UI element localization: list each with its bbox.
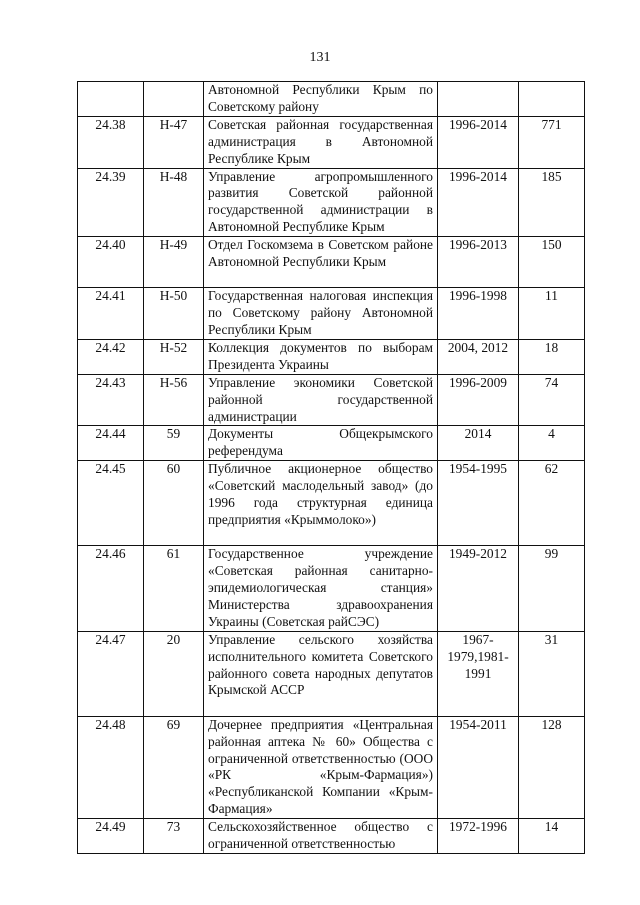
table-row (78, 461, 585, 546)
cell-count: 150 (519, 237, 585, 288)
table-row (78, 237, 585, 288)
cell-count: 18 (519, 339, 585, 374)
cell-years: 2014 (438, 426, 519, 461)
table-row (78, 288, 585, 340)
cell-years: 1949-2012 (438, 546, 519, 632)
cell-number: 24.43 (78, 374, 144, 426)
cell-count: 128 (519, 716, 585, 818)
cell-fund-name: Документы Общекрымского референдума (204, 426, 438, 461)
cell-count: 4 (519, 426, 585, 461)
cell-fund-code: Н-48 (144, 168, 204, 237)
cell-fund-name: Автономной Республики Крым по Советскому району (204, 82, 438, 117)
cell-fund-name: Управление агропромышленного развития Советской районной государственной администрации в Автономной Республике Крым (204, 168, 438, 237)
cell-fund-code: 69 (144, 716, 204, 818)
cell-fund-name: Публичное акционерное общество «Советский маслодельный завод» (до 1996 года структурная единица предприятия «Крыммолоко») (204, 461, 438, 546)
cell-number: 24.49 (78, 819, 144, 854)
cell-count: 31 (519, 631, 585, 716)
cell-count: 771 (519, 116, 585, 168)
table-row (78, 339, 585, 374)
cell-fund-code: Н-49 (144, 237, 204, 288)
cell-fund-code (144, 82, 204, 117)
cell-number: 24.41 (78, 288, 144, 340)
cell-number: 24.46 (78, 546, 144, 632)
cell-years: 2004, 2012 (438, 339, 519, 374)
cell-fund-name: Государственное учреждение «Советская районная санитарно-эпидемиологическая станция» Министерства здравоохранения Украины (Советская райСЭС) (204, 546, 438, 632)
cell-fund-code: Н-52 (144, 339, 204, 374)
cell-count: 11 (519, 288, 585, 340)
table-row (78, 819, 585, 854)
cell-count: 62 (519, 461, 585, 546)
table-row (78, 546, 585, 632)
page-number: 131 (309, 50, 331, 65)
table-row (78, 716, 585, 818)
table-row (78, 168, 585, 237)
cell-fund-code: Н-50 (144, 288, 204, 340)
table-row (78, 631, 585, 716)
cell-number (78, 82, 144, 117)
cell-years: 1954-1995 (438, 461, 519, 546)
cell-fund-code: 59 (144, 426, 204, 461)
archive-fund-table (77, 81, 585, 854)
cell-years: 1996-2014 (438, 168, 519, 237)
cell-number: 24.40 (78, 237, 144, 288)
cell-fund-name: Управление сельского хозяйства исполнительного комитета Советского районного совета народных депутатов Крымской АССР (204, 631, 438, 716)
cell-years: 1996-2013 (438, 237, 519, 288)
cell-fund-code: 60 (144, 461, 204, 546)
cell-count (519, 82, 585, 117)
table-row (78, 116, 585, 168)
cell-fund-name: Советская районная государственная администрация в Автономной Республике Крым (204, 116, 438, 168)
cell-fund-name: Коллекция документов по выборам Президента Украины (204, 339, 438, 374)
cell-count: 14 (519, 819, 585, 854)
cell-count: 74 (519, 374, 585, 426)
cell-fund-code: 61 (144, 546, 204, 632)
table-row (78, 82, 585, 117)
cell-years: 1996-2009 (438, 374, 519, 426)
cell-years (438, 82, 519, 117)
cell-fund-code: Н-47 (144, 116, 204, 168)
cell-years: 1972-1996 (438, 819, 519, 854)
cell-fund-code: Н-56 (144, 374, 204, 426)
cell-fund-code: 73 (144, 819, 204, 854)
cell-years: 1996-1998 (438, 288, 519, 340)
cell-fund-name: Сельскохозяйственное общество с ограниченной ответственностью (204, 819, 438, 854)
cell-number: 24.38 (78, 116, 144, 168)
cell-years: 1967-1979,1981-1991 (438, 631, 519, 716)
table-row (78, 374, 585, 426)
cell-years: 1996-2014 (438, 116, 519, 168)
cell-count: 185 (519, 168, 585, 237)
cell-number: 24.45 (78, 461, 144, 546)
cell-fund-name: Управление экономики Советской районной государственной администрации (204, 374, 438, 426)
cell-number: 24.42 (78, 339, 144, 374)
cell-fund-name: Государственная налоговая инспекция по Советскому району Автономной Республики Крым (204, 288, 438, 340)
table-row (78, 426, 585, 461)
cell-years: 1954-2011 (438, 716, 519, 818)
cell-count: 99 (519, 546, 585, 632)
cell-number: 24.48 (78, 716, 144, 818)
cell-fund-name: Отдел Госкомзема в Советском районе Автономной Республики Крым (204, 237, 438, 288)
cell-number: 24.44 (78, 426, 144, 461)
cell-number: 24.39 (78, 168, 144, 237)
cell-number: 24.47 (78, 631, 144, 716)
cell-fund-name: Дочернее предприятия «Центральная районная аптека № 60» Общества с ограниченной ответственностью (ООО «РК «Крым-Фармация») «Республиканской Компании «Крым-Фармация» (204, 716, 438, 818)
cell-fund-code: 20 (144, 631, 204, 716)
